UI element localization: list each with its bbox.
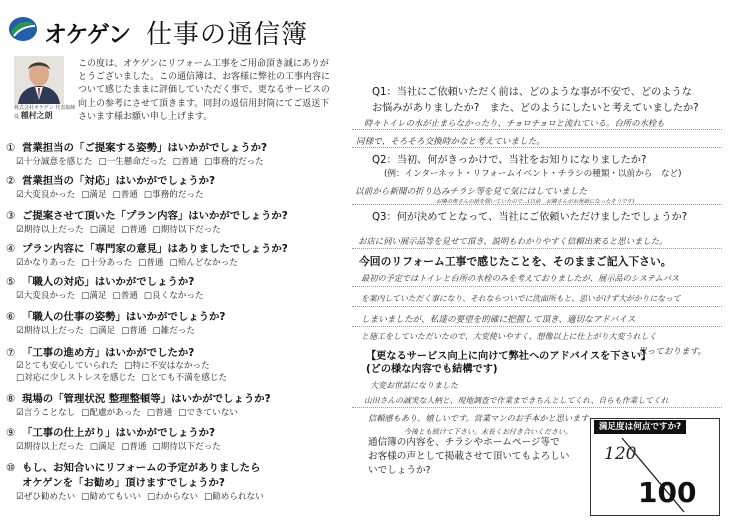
advice-heading bbox=[366, 350, 651, 376]
answer-line bbox=[352, 248, 722, 249]
option[interactable]: □事務的だった bbox=[143, 190, 204, 200]
option[interactable]: □一生懸命だった bbox=[98, 157, 167, 167]
question-3 bbox=[6, 207, 336, 235]
question-text: ご提案させて頂いた「プラン内容」はいかがでしょうか? bbox=[22, 210, 288, 222]
answer-line bbox=[352, 286, 722, 287]
comment-line-2: を案内していただく事になり、それならついでに洗面所もと、思いがけず大がかりになって bbox=[361, 294, 681, 303]
intro-text: この度は、オケゲンにリフォーム工事をご用命頂き誠にありがとうございました。この通信簿は、お客様に弊社の工事内容について感じたままに評価していただく事で、更なるサービスの向上の参考にさせて頂きます。同封の返信用封筒にてご返送下さいます様お願い申し上げます。 bbox=[78, 59, 331, 122]
question-10 bbox=[6, 459, 336, 502]
q2-title: Q2：当初、何がきっかけで、当社をお知りになりましたか? bbox=[372, 155, 647, 166]
option[interactable]: □満足 bbox=[81, 291, 107, 301]
answer-line bbox=[352, 129, 722, 130]
score-value[interactable]: 120 bbox=[604, 444, 637, 464]
question-number: ⑤ bbox=[6, 276, 16, 288]
option[interactable]: □満足 bbox=[89, 225, 116, 235]
question-number: ② bbox=[6, 175, 16, 187]
question-number: ③ bbox=[6, 210, 16, 222]
option[interactable]: □普通 bbox=[121, 326, 147, 336]
option[interactable]: □配慮があった bbox=[81, 408, 141, 418]
option[interactable]: □普通 bbox=[172, 157, 199, 167]
question-2 bbox=[6, 172, 336, 200]
answer-line bbox=[352, 407, 722, 408]
option[interactable]: □対応に少しストレスを感じた bbox=[16, 373, 136, 383]
question-6 bbox=[6, 308, 336, 336]
publish-note-1: 通信簿の内容を、チラシやホームページ等で bbox=[368, 437, 560, 448]
option-checked[interactable]: ☑ぜひ勧めたい bbox=[16, 492, 76, 502]
option-checked[interactable]: ☑大変良かった bbox=[16, 291, 76, 301]
president-caption: 株式会社オケゲン 代表取締役 bbox=[14, 105, 76, 120]
president-portrait bbox=[14, 56, 64, 104]
score-max: 100 bbox=[638, 476, 697, 509]
option[interactable]: □十分あった bbox=[81, 258, 133, 268]
question-number: ⑨ bbox=[6, 427, 16, 439]
answer-line bbox=[352, 306, 722, 307]
president-signature bbox=[14, 105, 78, 121]
answer-line bbox=[352, 147, 722, 148]
option[interactable]: □満足 bbox=[81, 190, 107, 200]
page-title: 仕事の通信簿 bbox=[146, 20, 309, 50]
question-1 bbox=[6, 139, 336, 167]
advice-subtitle: (どの様な内容でも結構です) bbox=[366, 364, 498, 375]
q1-line1: Q1：当社にご依頼いただく前は、どのような事が不安で、どのような bbox=[372, 87, 692, 98]
advice-line-3: 今後とも続けて下さい。末長くお付き合いください。 bbox=[404, 428, 572, 436]
advice-title: 【更なるサービス向上に向けて弊社へのアドバイスを下さい】 bbox=[366, 351, 651, 362]
question-number: ⑧ bbox=[6, 393, 16, 405]
comment-line-3: しまいましたが、私達の要望を的確に把握して頂き、適切なアドバイス bbox=[361, 315, 636, 325]
comment-prompt: 今回のリフォーム工事で感じたことを、そのままご記入下さい。 bbox=[359, 255, 672, 268]
question-text: 営業担当の「対応」はいかがでしょうか? bbox=[22, 175, 216, 187]
answer-line bbox=[352, 326, 722, 327]
option[interactable]: □事務的だった bbox=[204, 157, 264, 167]
president-name: 種村之朗 bbox=[20, 111, 53, 120]
option-checked[interactable]: ☑大変良かった bbox=[16, 190, 76, 200]
option[interactable]: □普通 bbox=[138, 258, 164, 268]
advice-line-2: 信頼感もあり、嬉しいです。営業マンのお手本かと思います bbox=[368, 413, 589, 423]
question-number: ⑥ bbox=[6, 311, 16, 323]
question-number: ⑩ bbox=[6, 462, 16, 474]
option[interactable]: □満足 bbox=[89, 442, 116, 452]
publish-note-2: お客様の声として掲載させて頂いてもよろしい bbox=[368, 451, 570, 462]
logo-leaf-icon bbox=[8, 16, 38, 42]
option[interactable]: □雑だった bbox=[152, 326, 195, 336]
brand-name: オケゲン bbox=[44, 21, 131, 47]
answer-1-line1: 時々トイレの水が止まらなかったり、チョロチョロと流れている。台所の水栓も bbox=[364, 118, 665, 128]
comment-line-5: 思っております。 bbox=[638, 347, 707, 357]
option-checked[interactable]: ☑言うことなし bbox=[16, 408, 76, 418]
option[interactable]: □勧めてもいい bbox=[81, 492, 141, 502]
option[interactable]: □普通 bbox=[112, 190, 138, 200]
option-checked[interactable]: ☑かなりあった bbox=[16, 258, 76, 268]
answer-line bbox=[352, 204, 722, 205]
answer-2-line2: お隣の奥さんの話を聞いていたので…(以前 お隣さんがお世話になったそうです) bbox=[436, 199, 635, 205]
question-4 bbox=[6, 240, 336, 268]
option-checked[interactable]: ☑十分誠意を感じた bbox=[16, 157, 93, 167]
comment-line-4: と施工をしていただいたので、大変使いやすく、想像以上に仕上がり大変うれしく bbox=[361, 332, 657, 341]
option[interactable]: □勧められない bbox=[204, 492, 264, 502]
question-text-line2: オケゲンを「お勧め」頂けますでしょうか? bbox=[22, 477, 225, 489]
question-number: ④ bbox=[6, 243, 16, 255]
company-logo bbox=[8, 14, 338, 48]
option[interactable]: □普通 bbox=[146, 408, 173, 418]
option[interactable]: □普通 bbox=[121, 442, 147, 452]
option[interactable]: □普通 bbox=[112, 291, 138, 301]
question-text: もし、お知合いにリフォームの予定がありましたら bbox=[22, 462, 261, 474]
answer-3: お店に伺い展示品等を見せて頂き、説明もわかりやすく信頼出来ると思いました。 bbox=[358, 236, 668, 246]
option[interactable]: □期待以下だった bbox=[152, 225, 221, 235]
publish-note-3: いでしょうか? bbox=[368, 465, 431, 476]
answer-2-line1: 以前から新聞の折り込みチラシ等を見て気にはしていました bbox=[355, 187, 588, 197]
advice-line-1: 山田さんの誠実な人柄と、現地調査で作業まできちんとしてくれ、自らも作業してくれ bbox=[364, 396, 669, 405]
option-checked[interactable]: ☑期待以上だった bbox=[16, 442, 84, 452]
option[interactable]: □期待以下だった bbox=[152, 442, 221, 452]
question-8 bbox=[6, 390, 336, 418]
advice-head: 大変お世話になりました bbox=[370, 381, 458, 390]
question-text: 「工事の仕上がり」はいかがでしょうか? bbox=[22, 427, 216, 439]
option-checked[interactable]: ☑期待以上だった bbox=[16, 225, 84, 235]
option[interactable]: □わからない bbox=[146, 492, 199, 502]
option[interactable]: □殆んどなかった bbox=[169, 258, 238, 268]
option[interactable]: □良くなかった bbox=[143, 291, 204, 301]
question-text: 「工事の進め方」はいかがでしたか? bbox=[22, 347, 195, 359]
answer-1-line2: 同様で、そろそろ交換時かなと考えていました。 bbox=[356, 137, 545, 147]
q3-title: Q3：何が決めてとなって、当社にご依頼いただけましたでしょうか? bbox=[372, 212, 688, 223]
question-7 bbox=[6, 344, 336, 384]
q2-example: (例：インターネット・リフォームイベント・チラシの種類・以前から など) bbox=[384, 169, 682, 179]
question-5 bbox=[6, 273, 336, 301]
option[interactable]: □普通 bbox=[121, 225, 147, 235]
option-checked[interactable]: ☑とても安心していられた bbox=[16, 361, 119, 371]
option[interactable]: □できていない bbox=[178, 408, 238, 418]
question-number: ⑦ bbox=[6, 347, 16, 359]
question-9 bbox=[6, 424, 336, 452]
question-text: 「職人の仕事の姿勢」はいかがでしょうか? bbox=[22, 311, 226, 323]
question-number: ① bbox=[6, 142, 16, 154]
option[interactable]: □特に不安はなかった bbox=[124, 361, 210, 371]
option[interactable]: □満足 bbox=[89, 326, 116, 336]
option-checked[interactable]: ☑期待以上だった bbox=[16, 326, 84, 336]
question-text: 「職人の対応」はいかがでしょうか? bbox=[22, 276, 195, 288]
q1-line2: お悩みがありましたか? また、どのようにしたいと考えていましたか? bbox=[372, 103, 699, 114]
comment-line-1: 最初の予定ではトイレと台所の水栓のみを考えておりましたが、展示品のシステムバス bbox=[361, 273, 680, 283]
question-text: 営業担当の「ご提案する姿勢」はいかがでしょうか? bbox=[22, 142, 268, 154]
score-label: 満足度は何点ですか? bbox=[594, 420, 686, 434]
question-text: プラン内容に「専門家の意見」はありましたでしょうか? bbox=[22, 243, 288, 255]
question-text: 現場の「管理状況 整理整頓等」はいかがでしょうか? bbox=[22, 393, 271, 405]
option[interactable]: □とても不満を感じた bbox=[141, 373, 228, 383]
